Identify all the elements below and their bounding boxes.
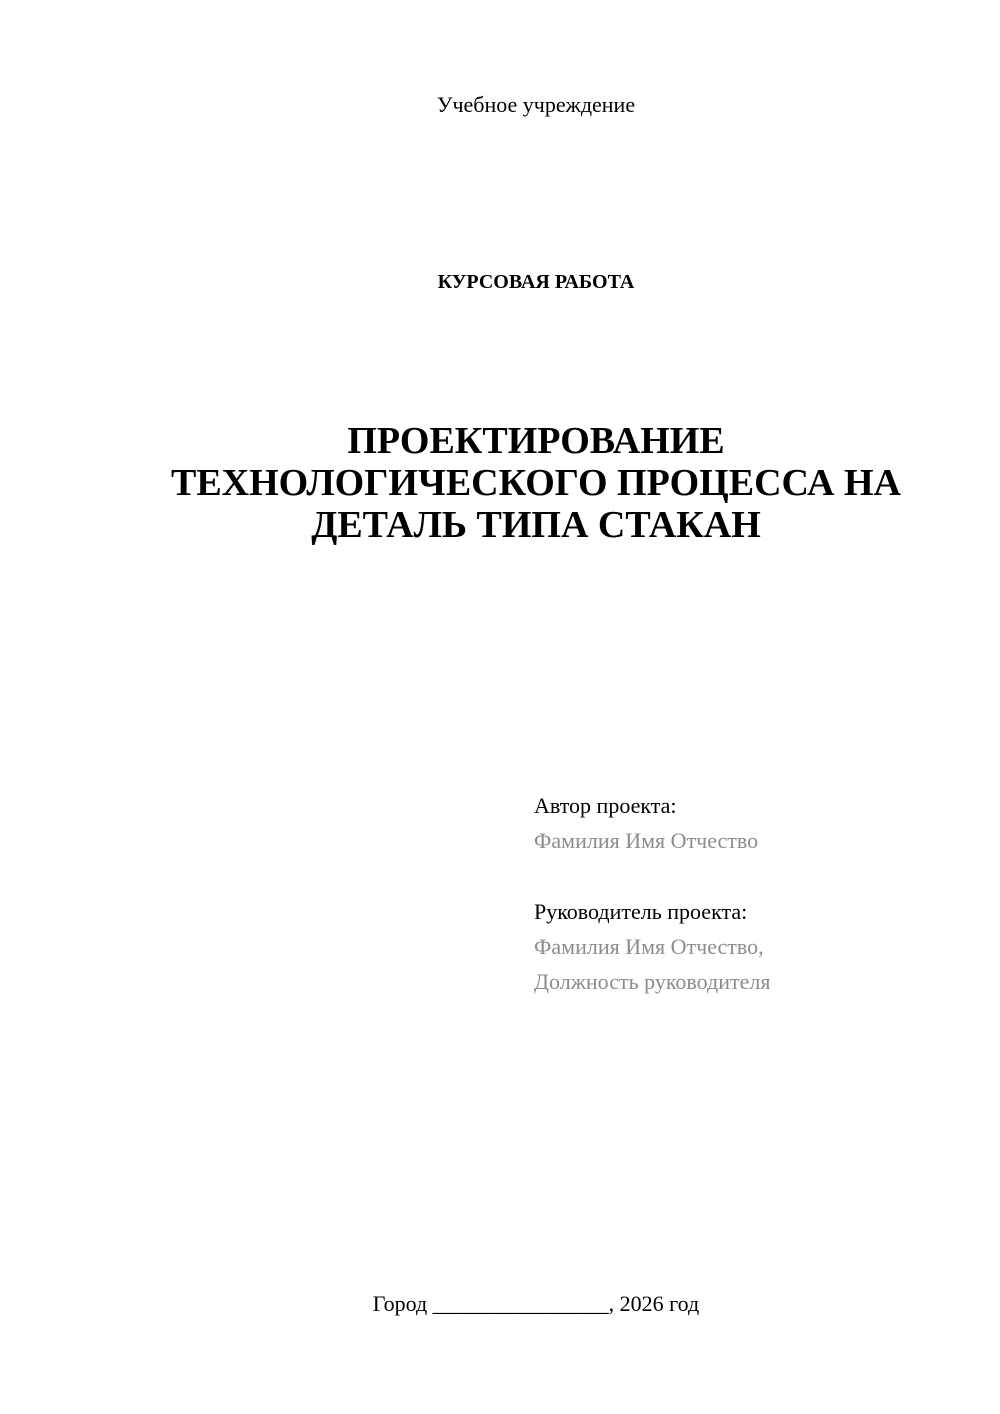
- project-title-line-3: ДЕТАЛЬ ТИПА СТАКАН: [311, 504, 761, 546]
- project-info-block: [534, 788, 974, 999]
- institution-name: Учебное учреждение: [436, 92, 636, 117]
- supervisor-label: Руководитель проекта:: [534, 899, 748, 924]
- footer-year: , 2026 год: [608, 1291, 700, 1316]
- project-title-line-2: ТЕХНОЛОГИЧЕСКОГО ПРОЦЕССА НА: [170, 462, 902, 504]
- work-type-heading: КУРСОВАЯ РАБОТА: [437, 271, 635, 293]
- author-label: Автор проекта:: [534, 793, 677, 818]
- supervisor-position: Должность руководителя: [534, 969, 771, 994]
- city-year-line: [0, 1289, 1000, 1319]
- author-name: Фамилия Имя Отчество: [534, 828, 759, 853]
- footer-city-blank: ________________: [432, 1291, 609, 1316]
- project-title: [120, 420, 952, 546]
- info-spacer: [534, 858, 974, 894]
- project-title-line-1: ПРОЕКТИРОВАНИЕ: [347, 420, 725, 462]
- supervisor-name: Фамилия Имя Отчество,: [534, 934, 764, 959]
- footer-city: Город: [372, 1291, 428, 1316]
